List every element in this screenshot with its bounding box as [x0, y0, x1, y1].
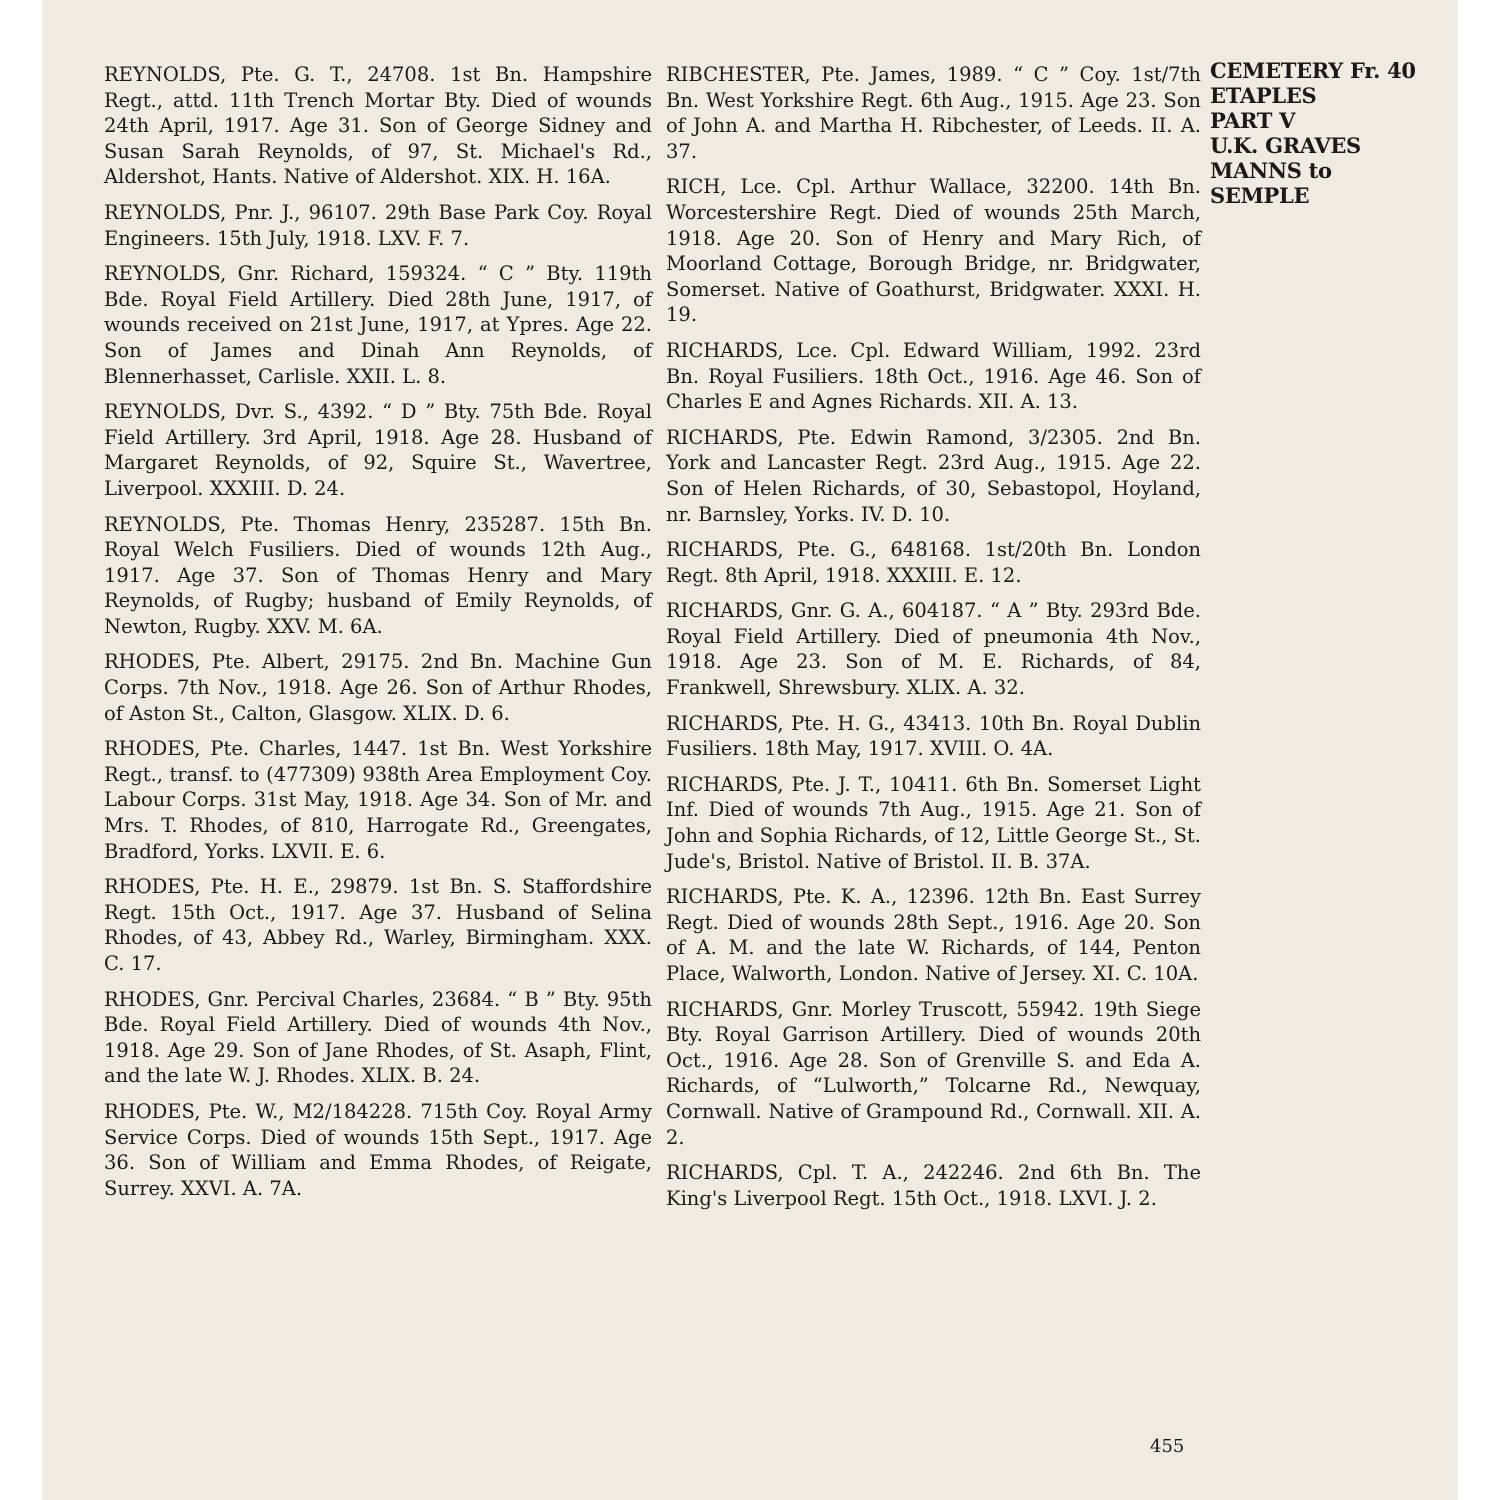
register-entry: RICHARDS, Gnr. Morley Truscott, 55942. 19th Siege Bty. Royal Garrison Artillery. Died of wounds 20th Oct., 1916. Age 28. Son of Grenville S. and Eda A. Richards, of “Lulworth,” Tolcarne Rd., Newquay, Cornwall. Native of Grampound Rd., Cornwall. XII. A. 2. [666, 997, 1201, 1149]
register-entry: RICHARDS, Pte. G., 648168. 1st/20th Bn. London Regt. 8th April, 1918. XXXIII. E. 12. [666, 538, 1201, 587]
page-number: 455 [1150, 1436, 1185, 1457]
section-heading-line: SEMPLE [1210, 183, 1310, 208]
register-entry: RIBCHESTER, Pte. James, 1989. “ C ” Coy. 1st/7th Bn. West Yorkshire Regt. 6th Aug., 1915. Age 23. Son of John A. and Martha H. Ribchester, of Leeds. II. A. 37. [666, 63, 1201, 163]
register-entry: RHODES, Pte. Albert, 29175. 2nd Bn. Machine Gun Corps. 7th Nov., 1918. Age 26. Son of Arthur Rhodes, of Aston St., Calton, Glasgow. XLIX. D. 6. [104, 650, 652, 725]
register-entry: RHODES, Gnr. Percival Charles, 23684. “ B ” Bty. 95th Bde. Royal Field Artillery. Died of wounds 4th Nov., 1918. Age 29. Son of Jane Rhodes, of St. Asaph, Flint, and the late W. J. Rhodes. XLIX. B. 24. [104, 987, 652, 1088]
section-heading-line: PART V [1210, 108, 1296, 133]
register-entry: RICHARDS, Pte. Edwin Ramond, 3/2305. 2nd Bn. York and Lancaster Regt. 23rd Aug., 1915. Age 22. Son of Helen Richards, of 30, Sebastopol, Hoyland, nr. Barnsley, Yorks. IV. D. 10. [666, 425, 1201, 526]
section-heading [1210, 58, 1450, 208]
section-heading-line: CEMETERY Fr. 40 [1210, 58, 1416, 83]
register-entry: RICHARDS, Gnr. G. A., 604187. “ A ” Bty. 293rd Bde. Royal Field Artillery. Died of pneumonia 4th Nov., 1918. Age 23. Son of M. E. Richards, of 84, Frankwell, Shrewsbury. XLIX. A. 32. [666, 599, 1201, 700]
register-entry: REYNOLDS, Pte. Thomas Henry, 235287. 15th Bn. Royal Welch Fusiliers. Died of wounds 12th Aug., 1917. Age 37. Son of Thomas Henry and Mary Reynolds, of Rugby; husband of Emily Reynolds, of Newton, Rugby. XXV. M. 6A. [104, 512, 652, 638]
register-entry: REYNOLDS, Pte. G. T., 24708. 1st Bn. Hampshire Regt., attd. 11th Trench Mortar Bty. Died of wounds 24th April, 1917. Age 31. Son of George Sidney and Susan Sarah Reynolds, of 97, St. Michael's Rd., Aldershot, Hants. Native of Aldershot. XIX. H. 16A. [104, 63, 652, 189]
section-heading-line: ETAPLES [1210, 83, 1317, 108]
register-entry: RHODES, Pte. W., M2/184228. 715th Coy. Royal Army Service Corps. Died of wounds 15th Sept., 1917. Age 36. Son of William and Emma Rhodes, of Reigate, Surrey. XXVI. A. 7A. [104, 1099, 652, 1200]
register-entry: REYNOLDS, Gnr. Richard, 159324. “ C ” Bty. 119th Bde. Royal Field Artillery. Died 28th June, 1917, of wounds received on 21st June, 1917, at Ypres. Age 22. Son of James and Dinah Ann Reynolds, of Blennerhasset, Carlisle. XXII. L. 8. [104, 262, 652, 388]
register-entry: RICHARDS, Pte. K. A., 12396. 12th Bn. East Surrey Regt. Died of wounds 28th Sept., 1916. Age 20. Son of A. M. and the late W. Richards, of 144, Penton Place, Walworth, London. Native of Jersey. XI. C. 10A. [666, 885, 1201, 985]
register-entry: REYNOLDS, Pnr. J., 96107. 29th Base Park Coy. Royal Engineers. 15th July, 1918. LXV. F. 7. [104, 200, 652, 250]
section-heading-line: U.K. GRAVES [1210, 133, 1361, 158]
register-entry: RICHARDS, Lce. Cpl. Edward William, 1992. 23rd Bn. Royal Fusiliers. 18th Oct., 1916. Age 46. Son of Charles E and Agnes Richards. XII. A. 13. [666, 338, 1201, 414]
register-entry: REYNOLDS, Dvr. S., 4392. “ D ” Bty. 75th Bde. Royal Field Artillery. 3rd April, 1918. Age 28. Husband of Margaret Reynolds, of 92, Squire St., Wavertree, Liverpool. XXXIII. D. 24. [104, 400, 652, 500]
register-page [42, 0, 1458, 1500]
register-entry: RICHARDS, Cpl. T. A., 242246. 2nd 6th Bn. The King's Liverpool Regt. 15th Oct., 1918. LXVI. J. 2. [666, 1161, 1201, 1210]
section-heading-line: MANNS to [1210, 158, 1332, 183]
left-column [104, 62, 652, 1211]
middle-column [666, 62, 1201, 1221]
register-entry: RHODES, Pte. Charles, 1447. 1st Bn. West Yorkshire Regt., transf. to (477309) 938th Area Employment Coy. Labour Corps. 31st May, 1918. Age 34. Son of Mr. and Mrs. T. Rhodes, of 810, Harrogate Rd., Greengates, Bradford, Yorks. LXVII. E. 6. [104, 737, 652, 863]
register-entry: RICHARDS, Pte. H. G., 43413. 10th Bn. Royal Dublin Fusiliers. 18th May, 1917. XVIII. O. 4A. [666, 711, 1201, 761]
register-entry: RHODES, Pte. H. E., 29879. 1st Bn. S. Staffordshire Regt. 15th Oct., 1917. Age 37. Husband of Selina Rhodes, of 43, Abbey Rd., Warley, Birmingham. XXX. C. 17. [104, 875, 652, 975]
register-entry: RICHARDS, Pte. J. T., 10411. 6th Bn. Somerset Light Inf. Died of wounds 7th Aug., 1915. Age 21. Son of John and Sophia Richards, of 12, Little George St., St. Jude's, Bristol. Native of Bristol. II. B. 37A. [666, 772, 1201, 873]
register-entry: RICH, Lce. Cpl. Arthur Wallace, 32200. 14th Bn. Worcestershire Regt. Died of wounds 25th March, 1918. Age 20. Son of Henry and Mary Rich, of Moorland Cottage, Borough Bridge, nr. Bridgwater, Somerset. Native of Goathurst, Bridgwater. XXXI. H. 19. [666, 175, 1201, 327]
